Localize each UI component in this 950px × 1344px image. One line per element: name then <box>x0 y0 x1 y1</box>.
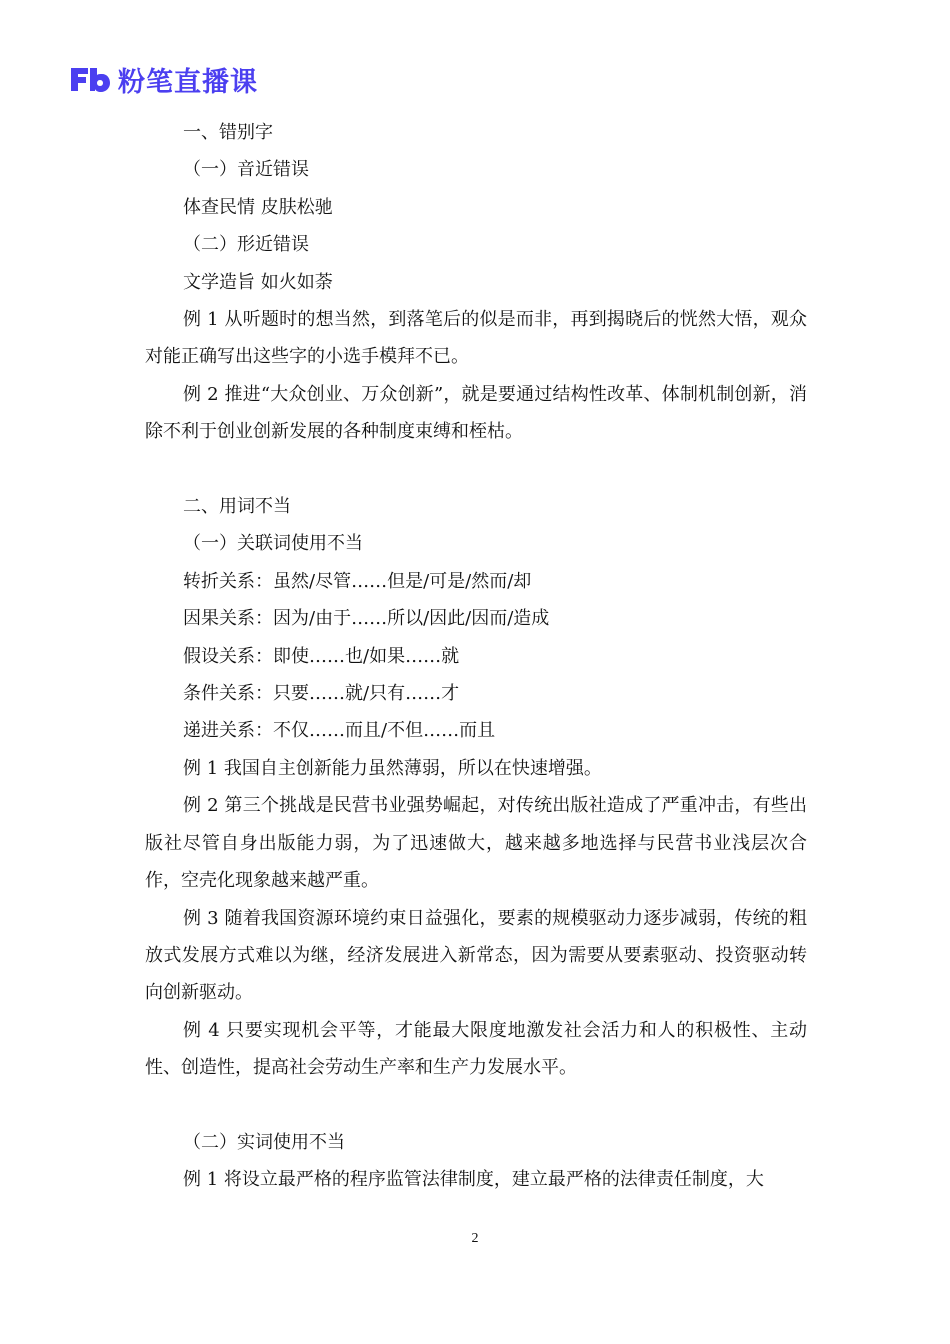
subsection-1-2-example: 文学造旨 如火如荼 <box>183 271 333 293</box>
subsection-2-1-heading: （一）关联词使用不当 <box>183 533 363 555</box>
section-1-example-1: 例 1 从听题时的想当然，到落笔后的似是而非，再到揭晓后的恍然大悟，观众对能正确写出这些字的小选手模拜不已。 <box>145 309 807 368</box>
relation-adversative: 转折关系：虽然/尽管……但是/可是/然而/却 <box>183 570 532 592</box>
section-2-example-3: 例 3 随着我国资源环境约束日益强化，要素的规模驱动力逐步减弱，传统的粗放式发展方式难以为继，经济发展进入新常态，因为需要从要素驱动、投资驱动转向创新驱动。 <box>145 907 807 1004</box>
subsection-2-2-example-1: 例 1 将设立最严格的程序监管法律制度，建立最严格的法律责任制度，大 <box>183 1169 764 1191</box>
relation-progressive: 递进关系：不仅……而且/不但……而且 <box>183 720 496 742</box>
brand-name: 粉笔直播课 <box>118 66 258 98</box>
relation-causal: 因果关系：因为/由于……所以/因此/因而/造成 <box>183 608 550 630</box>
page-number: 2 <box>471 1231 479 1246</box>
relation-conditional: 条件关系：只要……就/只有……才 <box>183 683 460 705</box>
section-2-example-1: 例 1 我国自主创新能力虽然薄弱，所以在快速增强。 <box>183 757 602 779</box>
section-1-example-2: 例 2 推进“大众创业、万众创新”，就是要通过结构性改革、体制机制创新，消除不利于创业创新发展的各种制度束缚和桎枯。 <box>145 383 807 443</box>
section-2-example-4: 例 4 只要实现机会平等，才能最大限度地激发社会活力和人的积极性、主动性、创造性，提高社会劳动生产率和生产力发展水平。 <box>145 1019 807 1079</box>
document-body <box>145 114 807 1199</box>
relation-hypothetical: 假设关系：即使……也/如果……就 <box>183 645 460 667</box>
subsection-1-1-example: 体查民情 皮肤松驰 <box>183 196 333 218</box>
section-2-heading: 二、用词不当 <box>183 496 291 518</box>
subsection-1-1-heading: （一）音近错误 <box>183 159 309 181</box>
blank-line <box>145 1087 807 1124</box>
section-2-example-2: 例 2 第三个挑战是民营书业强势崛起，对传统出版社造成了严重冲击，有些出版社尽管自身出版能力弱，为了迅速做大，越来越多地选择与民营书业浅层次合作，空壳化现象越来越严重。 <box>145 795 807 892</box>
subsection-1-2-heading: （二）形近错误 <box>183 234 309 256</box>
blank-line <box>145 451 807 488</box>
subsection-2-2-heading: （二）实词使用不当 <box>183 1131 345 1153</box>
section-1-heading: 一、错别字 <box>183 122 273 143</box>
fb-logo-icon <box>68 64 112 94</box>
brand-logo <box>68 62 258 96</box>
